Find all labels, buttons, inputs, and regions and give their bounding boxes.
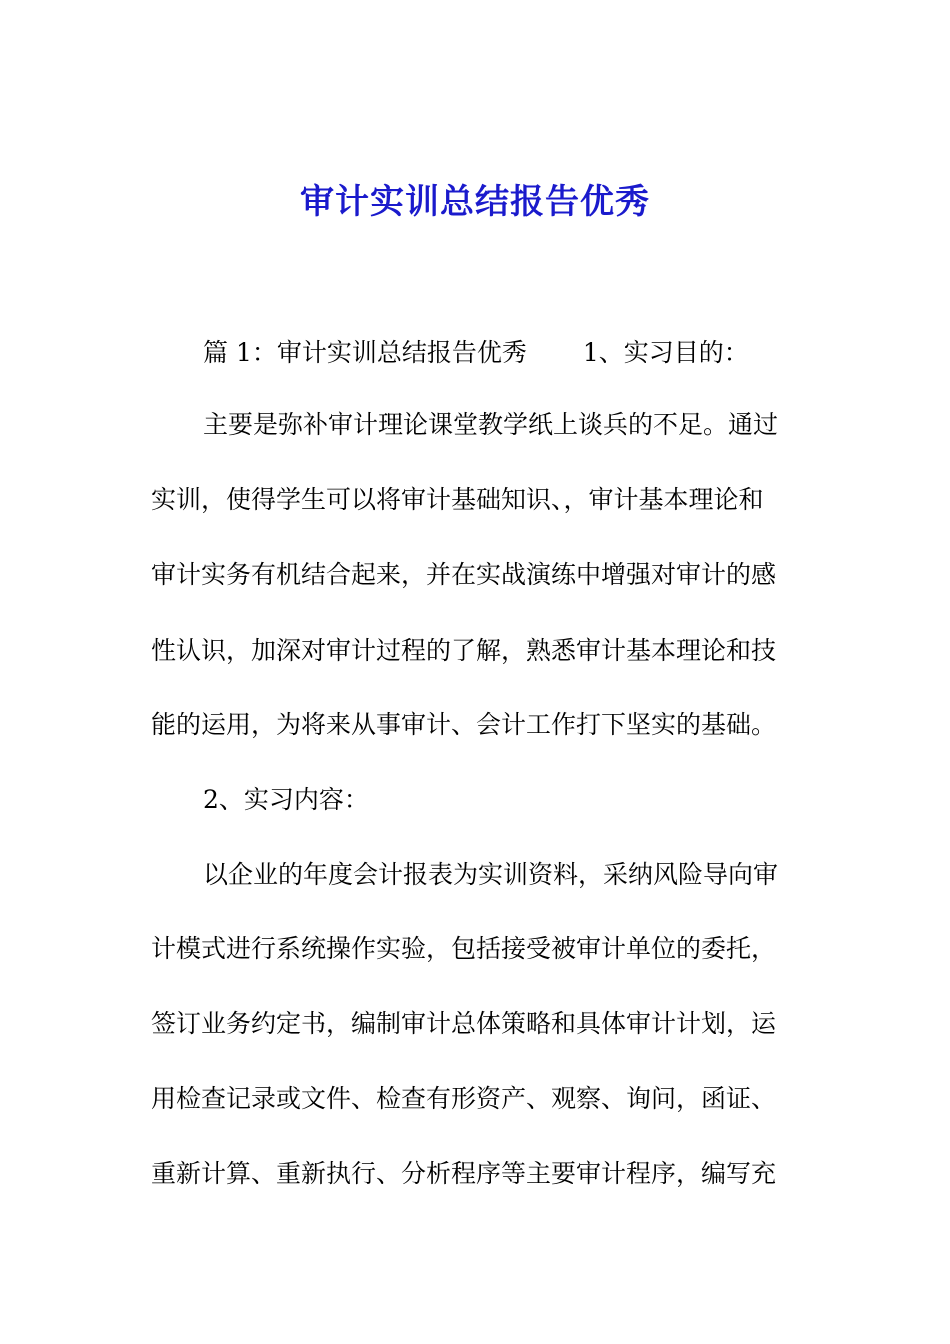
- paragraph-line: 用检查记录或文件、检查有形资产、观察、询问，函证、: [151, 1084, 777, 1113]
- article-heading: 篇 1：审计实训总结报告优秀: [203, 338, 527, 367]
- document-title: 审计实训总结报告优秀: [300, 182, 650, 222]
- paragraph-line: 能的运用，为将来从事审计、会计工作打下坚实的基础。: [151, 710, 777, 739]
- paragraph-line: 计模式进行系统操作实验，包括接受被审计单位的委托，: [151, 934, 777, 963]
- paragraph-line: 审计实务有机结合起来，并在实战演练中增强对审计的感: [151, 560, 777, 589]
- paragraph-line: 以企业的年度会计报表为实训资料，采纳风险导向审: [203, 860, 779, 889]
- paragraph-line: 主要是弥补审计理论课堂教学纸上谈兵的不足。通过: [203, 410, 779, 439]
- paragraph-line: 重新计算、重新执行、分析程序等主要审计程序，编写充: [151, 1159, 777, 1188]
- section-heading-purpose: 1、实习目的：: [582, 338, 749, 367]
- section-heading-content: 2、实习内容：: [203, 785, 369, 814]
- paragraph-line: 实训，使得学生可以将审计基础知识、，审计基本理论和: [151, 485, 764, 514]
- paragraph-line: 签订业务约定书，编制审计总体策略和具体审计计划，运: [151, 1009, 777, 1038]
- paragraph-line: 性认识，加深对审计过程的了解，熟悉审计基本理论和技: [151, 636, 777, 665]
- section-heading-line: [203, 333, 791, 373]
